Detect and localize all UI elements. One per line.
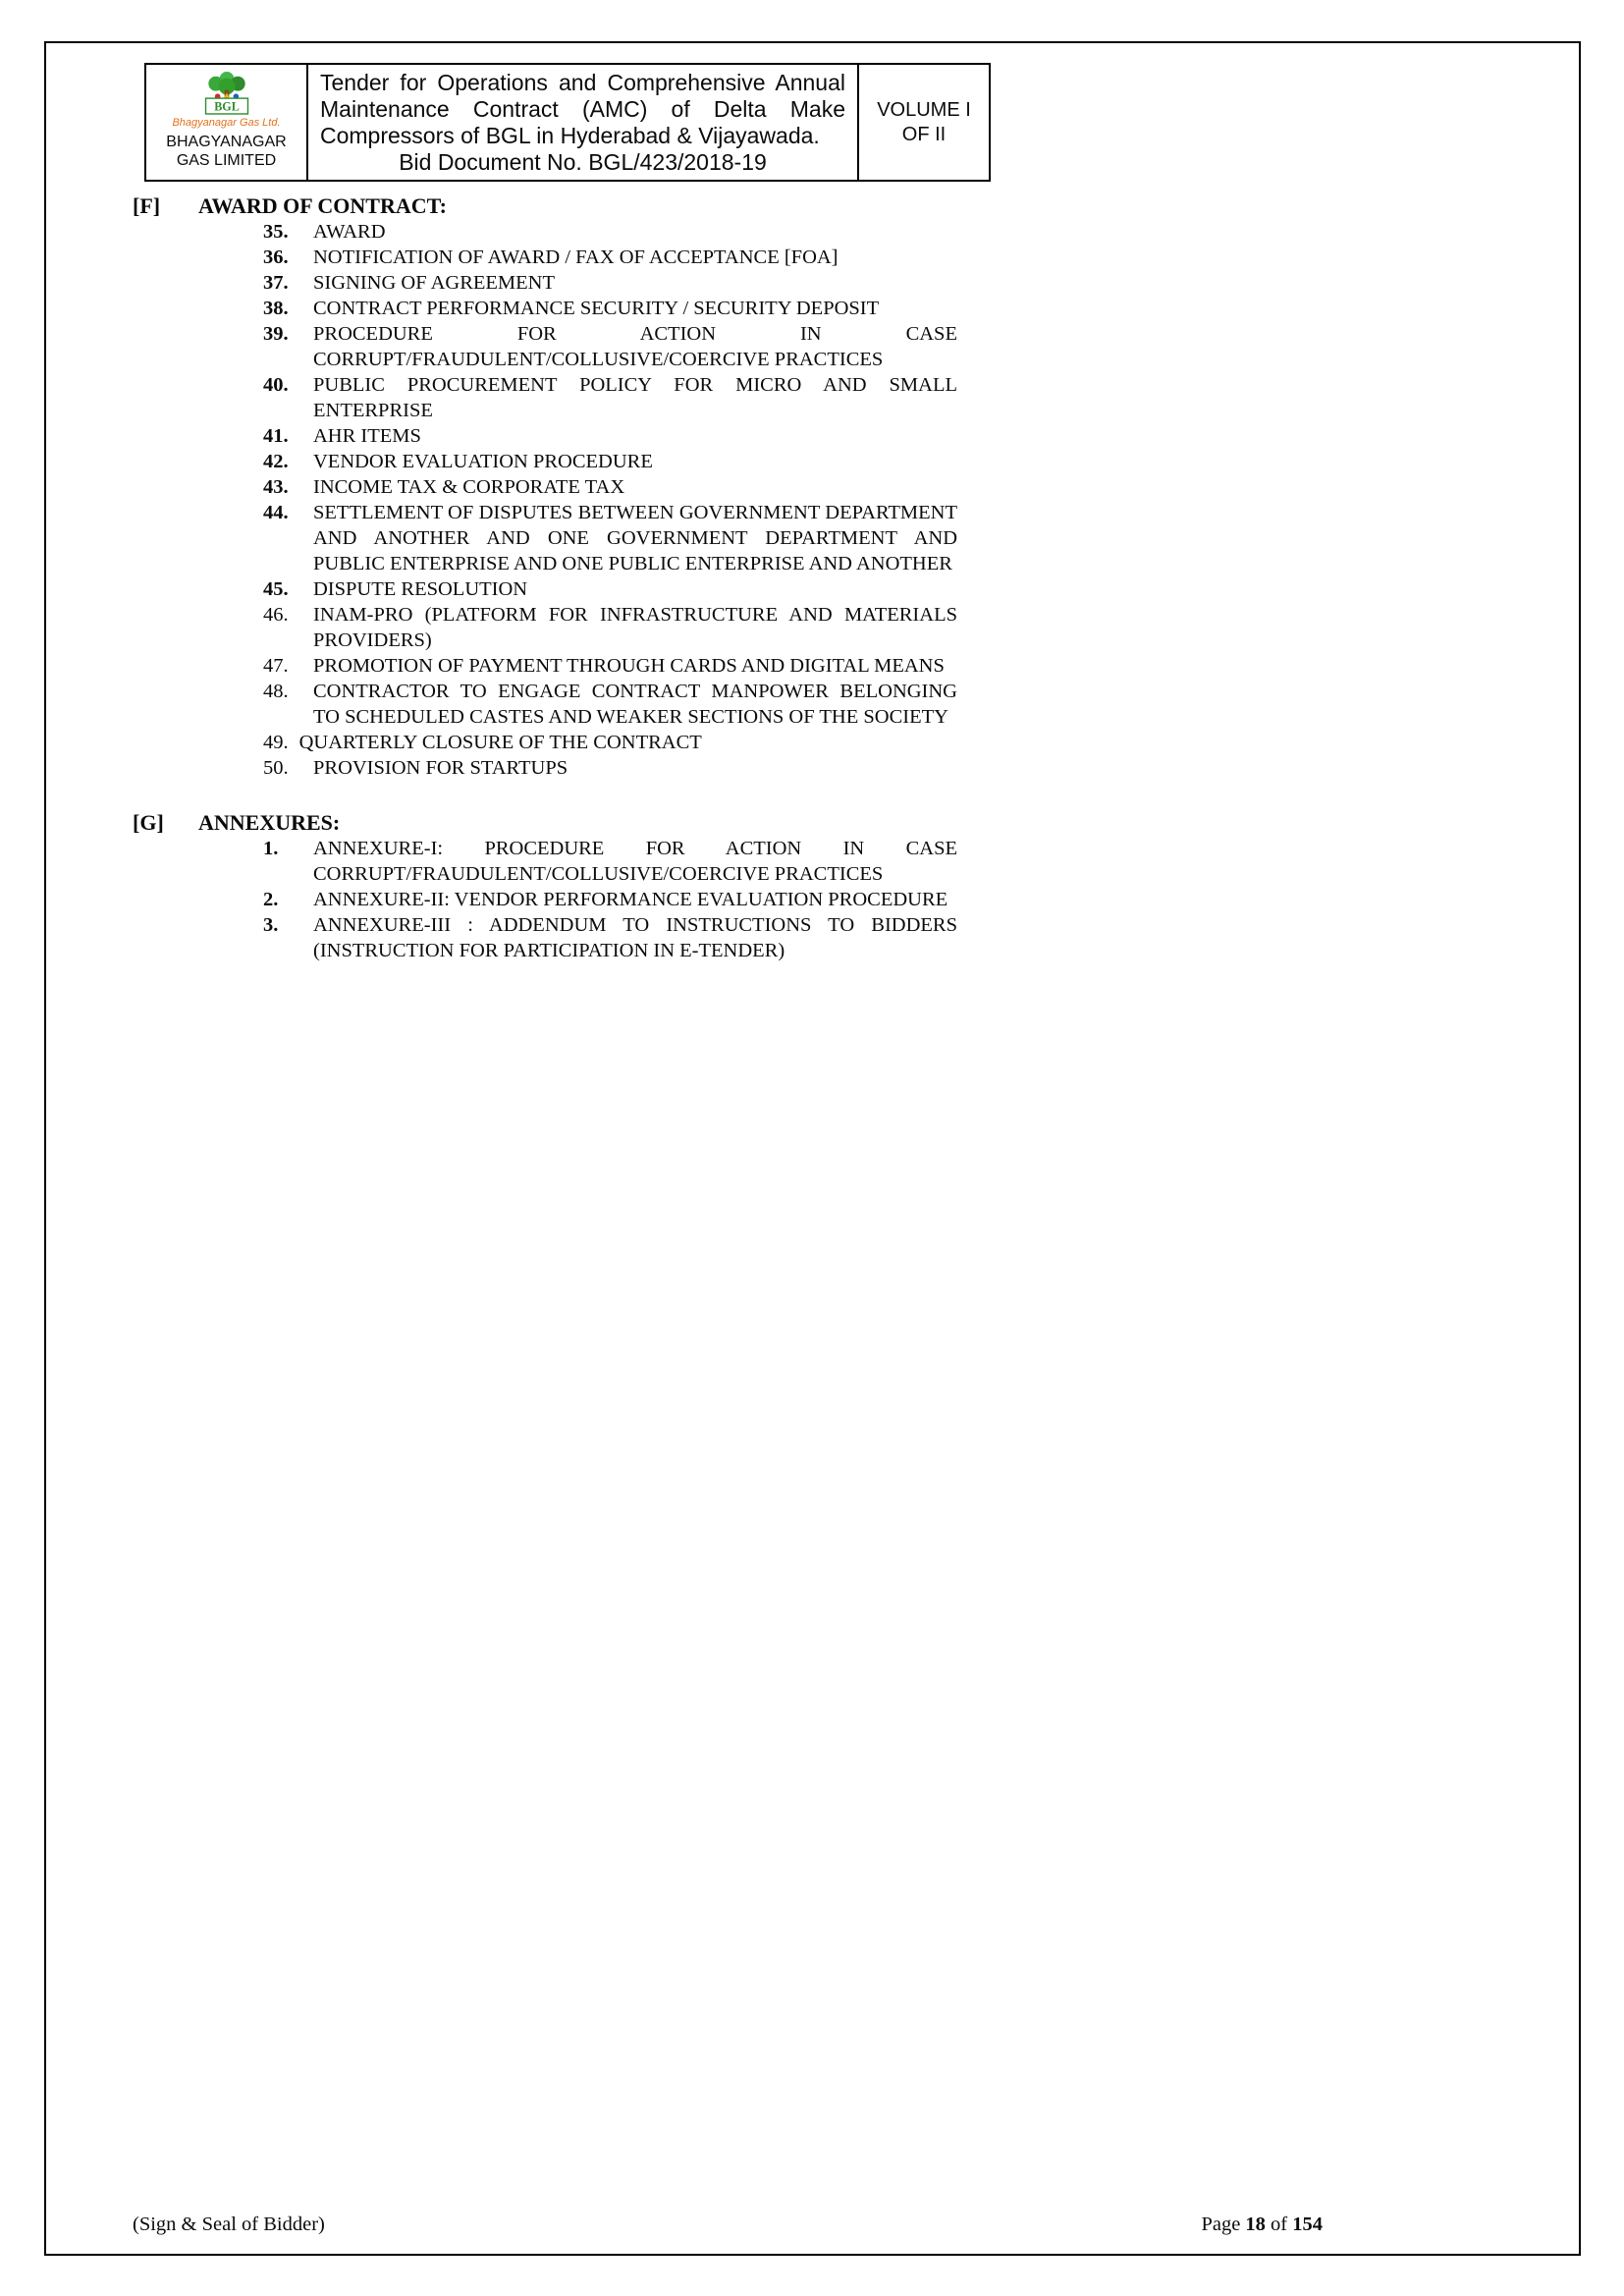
toc-item	[263, 679, 957, 730]
section-title: AWARD OF CONTRACT:	[198, 193, 447, 218]
item-text: INCOME TAX & CORPORATE TAX	[313, 476, 625, 498]
item-text: PROMOTION OF PAYMENT THROUGH CARDS AND DIGITAL MEANS	[313, 655, 945, 677]
toc-item	[263, 912, 957, 963]
item-text: PROVISION FOR STARTUPS	[313, 757, 568, 779]
item-number: 42.	[263, 451, 289, 472]
sign-seal-note: (Sign & Seal of Bidder)	[133, 2214, 325, 2235]
of-label: of	[1271, 2214, 1288, 2235]
item-number: 49.	[263, 732, 289, 753]
section-tag: [F]	[133, 193, 161, 218]
item-number: 3.	[263, 914, 279, 936]
tender-title: Tender for Operations and Comprehensive Annual Maintenance Contract (AMC) of Delta Make Compressors of BGL in Hyderabad & Vijayawada.	[320, 70, 845, 148]
item-text: AHR ITEMS	[313, 425, 421, 447]
item-number: 2.	[263, 889, 279, 910]
toc-item	[263, 296, 957, 321]
section-items	[263, 836, 957, 963]
toc-item	[263, 602, 957, 653]
toc-section	[133, 810, 957, 963]
page-indicator	[1201, 2212, 1323, 2237]
item-text: ANNEXURE-II: VENDOR PERFORMANCE EVALUATION PROCEDURE	[313, 889, 948, 910]
item-text: CONTRACT PERFORMANCE SECURITY / SECURITY DEPOSIT	[313, 298, 880, 319]
logo-brand-line: Bhagyanagar Gas Ltd.	[172, 117, 281, 129]
item-text: SIGNING OF AGREEMENT	[313, 272, 555, 294]
item-text: PUBLIC PROCUREMENT POLICY FOR MICRO AND SMALL ENTERPRISE	[313, 374, 957, 421]
toc-item	[263, 755, 957, 781]
item-text: INAM-PRO (PLATFORM FOR INFRASTRUCTURE AND MATERIALS PROVIDERS)	[313, 604, 957, 651]
document-header	[144, 63, 991, 182]
toc-item	[263, 653, 957, 679]
toc-item	[263, 245, 957, 270]
item-text: PROCEDURE FOR ACTION IN CASE CORRUPT/FRAUDULENT/COLLUSIVE/COERCIVE PRACTICES	[313, 323, 957, 370]
volume-cell	[859, 65, 989, 180]
total-pages: 154	[1292, 2214, 1323, 2235]
toc-section	[133, 193, 957, 781]
toc-item	[263, 372, 957, 423]
page-label: Page	[1201, 2214, 1241, 2235]
toc-item	[263, 836, 957, 887]
section-header	[133, 810, 957, 836]
item-text: DISPUTE RESOLUTION	[313, 578, 528, 600]
toc-sections	[133, 193, 957, 963]
item-number: 39.	[263, 323, 289, 345]
item-number: 43.	[263, 476, 289, 498]
toc-item	[263, 887, 957, 912]
item-number: 37.	[263, 272, 289, 294]
toc-item	[263, 474, 957, 500]
section-header	[133, 193, 957, 219]
section-title: ANNEXURES:	[198, 810, 341, 835]
toc-item	[263, 449, 957, 474]
item-number: 46.	[263, 604, 289, 626]
item-number: 36.	[263, 246, 289, 268]
item-text: CONTRACTOR TO ENGAGE CONTRACT MANPOWER BELONGING TO SCHEDULED CASTES AND WEAKER SECTIONS OF THE SOCIETY	[313, 681, 957, 728]
item-text: QUARTERLY CLOSURE OF THE CONTRACT	[298, 732, 702, 753]
item-text: SETTLEMENT OF DISPUTES BETWEEN GOVERNMENT DEPARTMENT AND ANOTHER AND ONE GOVERNMENT DEPARTMENT AND PUBLIC ENTERPRISE AND ONE PUBLIC ENTERPRISE AND ANOTHER	[313, 502, 957, 574]
item-text: NOTIFICATION OF AWARD / FAX OF ACCEPTANCE [FOA]	[313, 246, 839, 268]
toc-item	[263, 270, 957, 296]
item-number: 48.	[263, 681, 289, 702]
section-tag: [G]	[133, 810, 164, 835]
volume-line-1: VOLUME I	[877, 98, 971, 121]
logo-acronym-text: BGL	[213, 99, 240, 114]
toc-item	[263, 730, 957, 755]
item-number: 45.	[263, 578, 289, 600]
item-number: 44.	[263, 502, 289, 523]
item-text: ANNEXURE-I: PROCEDURE FOR ACTION IN CASE CORRUPT/FRAUDULENT/COLLUSIVE/COERCIVE PRACTICES	[313, 838, 957, 885]
item-number: 38.	[263, 298, 289, 319]
page-number: 18	[1245, 2214, 1266, 2235]
page-footer	[133, 2212, 1323, 2237]
header-title-cell	[306, 65, 859, 180]
item-text: ANNEXURE-III : ADDENDUM TO INSTRUCTIONS TO BIDDERS (INSTRUCTION FOR PARTICIPATION IN E-TENDER)	[313, 914, 957, 961]
toc-item	[263, 423, 957, 449]
toc-item	[263, 321, 957, 372]
section-items	[263, 219, 957, 781]
company-name: BHAGYANAGAR GAS LIMITED	[166, 134, 287, 169]
item-number: 40.	[263, 374, 289, 396]
bid-document-number: Bid Document No. BGL/423/2018-19	[399, 149, 767, 175]
item-text: VENDOR EVALUATION PROCEDURE	[313, 451, 653, 472]
item-text: AWARD	[313, 221, 386, 243]
item-number: 47.	[263, 655, 289, 677]
bgl-logo-icon	[172, 70, 282, 116]
item-number: 41.	[263, 425, 289, 447]
volume-line-2: OF II	[901, 123, 947, 145]
toc-item	[263, 576, 957, 602]
logo-cell	[146, 65, 306, 180]
item-number: 50.	[263, 757, 289, 779]
toc-item	[263, 500, 957, 576]
toc-item	[263, 219, 957, 245]
item-number: 35.	[263, 221, 289, 243]
item-number: 1.	[263, 838, 279, 859]
